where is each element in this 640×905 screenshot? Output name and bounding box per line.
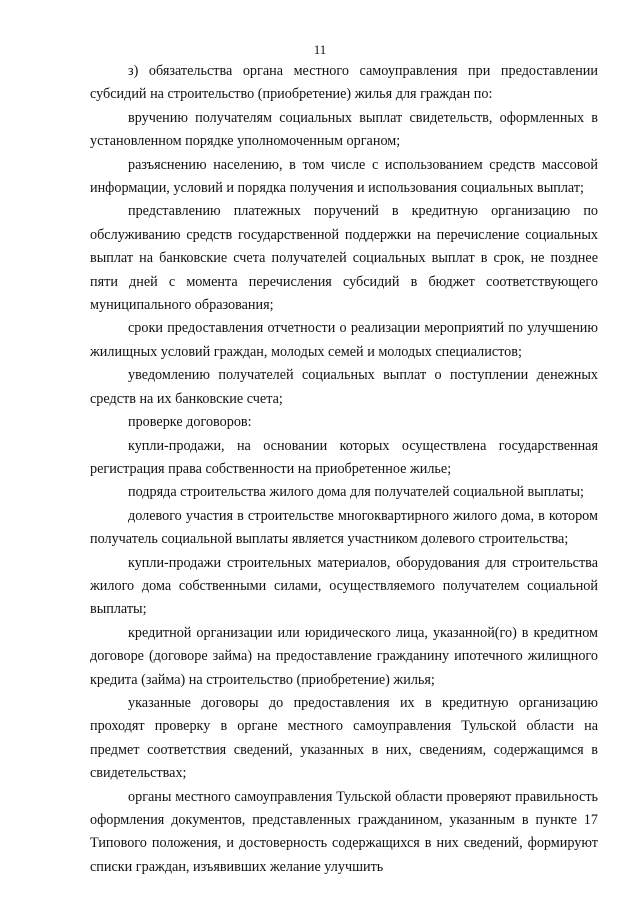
page-number: 11 [313, 42, 327, 57]
paragraph-certificates: вручению получателям социальных выплат свидетельств, оформленных в установленном порядке уполномоченным органом; [90, 109, 598, 150]
paragraph-purchase: купли-продажи, на основании которых осуществлена государственная регистрация права собственности на приобретенное жилье; [90, 437, 598, 477]
paragraph-contract-check: проверке договоров: [128, 414, 252, 431]
paragraph-obligations: з) обязательства органа местного самоуправления при предоставлении субсидий на строительство (приобретение) жилья для граждан по: [90, 63, 598, 103]
paragraph-materials-purchase: купли-продажи строительных материалов, оборудования для строительства жилого дома собственными силами, осуществляемого получателем социальной выплаты; [90, 554, 598, 618]
paragraph-local-authorities: органы местного самоуправления Тульской области проверяют правильность оформления документов, представленных гражданином, указанным в пункте 17 Типового положения, и достоверность содержащихся в них сведений, формируют списки граждан, изъявивших желание улучшить [90, 788, 598, 875]
paragraph-construction-contract: подряда строительства жилого дома для получателей социальной выплаты; [128, 484, 584, 501]
paragraph-reporting: сроки предоставления отчетности о реализации мероприятий по улучшению жилищных условий граждан, молодых семей и молодых специалистов; [90, 320, 598, 360]
paragraph-credit-organization: кредитной организации или юридического лица, указанной(го) в кредитном договоре (договоре займа) на предоставление гражданину ипотечного жилищного кредита (займа) на строительство (приобретение) жилья; [90, 624, 598, 688]
paragraph-notification: уведомлению получателей социальных выплат о поступлении денежных средств на их банковские счета; [90, 367, 598, 407]
paragraph-equity-participation: долевого участия в строительстве многоквартирного жилого дома, в котором получатель социальной выплаты является участником долевого строительства; [90, 507, 598, 548]
paragraph-contract-verification: указанные договоры до предоставления их в кредитную организацию проходят проверку в органе местного самоуправления Тульской области на предмет соответствия сведений, указанных в них, сведениям, содержащимся в свидетельствах; [90, 694, 598, 782]
document-body [90, 60, 598, 879]
paragraph-explanation: разъяснению населению, в том числе с использованием средств массовой информации, условий и порядка получения и использования социальных выплат; [90, 156, 598, 197]
paragraph-payment-orders: представлению платежных поручений в кредитную организацию по обслуживанию средств государственной поддержки на перечисление социальных выплат на банковские счета получателей социальных выплат в срок, не позднее пяти дней с момента перечисления субсидий в бюджет соответствующего муниципального образования; [90, 203, 598, 314]
